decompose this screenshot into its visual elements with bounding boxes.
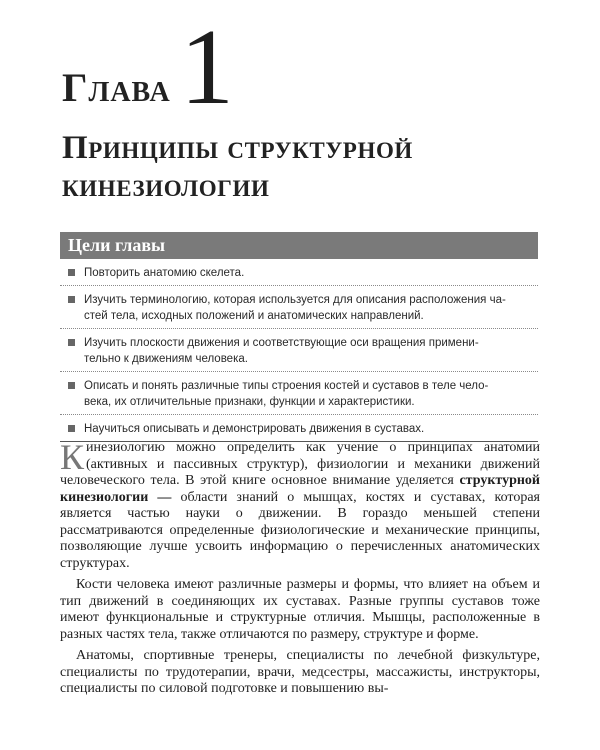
paragraph: Анатомы, спортивные тренеры, специалисты по лечебной физкультуре, специалисты по трудотерапии, врачи, медсестры, массажисты, инструкторы, специалисты по силовой подготовке и повышению вы- — [60, 648, 540, 696]
chapter-goals-box — [60, 232, 538, 448]
goal-text: Научиться описывать и демонстрировать движения в суставах. — [84, 423, 425, 435]
goal-item — [60, 292, 538, 329]
square-bullet-icon — [68, 296, 75, 303]
body-text — [60, 437, 540, 703]
chapter-heading — [62, 8, 462, 127]
goal-text: Изучить плоскости движения и соответствующие оси вращения примени- — [84, 337, 479, 349]
chapter-label: Глава — [62, 65, 171, 110]
goal-text: века, их отличительные признаки, функции и характеристики. — [84, 396, 415, 408]
goal-item — [60, 421, 538, 442]
paragraph-text: инезиологию можно определить как учение о принципах анатомии (активных и пассивных структур), физиологии и механики движений человеческого тела. В этой книге основное внимание уделяется — [60, 440, 540, 488]
chapter-title-line: кинезиологии — [62, 168, 270, 204]
goal-text: Описать и понять различные типы строения костей и суставов в теле чело- — [84, 380, 489, 392]
square-bullet-icon — [68, 339, 75, 346]
square-bullet-icon — [68, 382, 75, 389]
goal-item — [60, 265, 538, 286]
chapter-number: 1 — [180, 8, 234, 127]
paragraph-text: области знаний о мышцах, костях и суставах, которая является частью науки о движении. В гораздо меньшей степени рассматриваются определенные физиологические и механические принципы, позволяющие лучше усвоить информацию о перечисленных анатомических структурах. — [60, 489, 540, 571]
bold-term: структурной кинезиологии — — [60, 473, 540, 505]
chapter-goals-header: Цели главы — [60, 232, 538, 259]
goal-text: Повторить анатомию скелета. — [84, 267, 245, 279]
goal-item — [60, 378, 538, 415]
goal-text: Изучить терминологию, которая используется для описания расположения ча- — [84, 294, 506, 306]
chapter-title-line: Принципы структурной — [62, 130, 413, 166]
paragraph: Кости человека имеют различные размеры и формы, что влияет на объем и тип движений в соединяющих их суставах. Разные группы суставов тоже имеют функциональные и структурные отличия. Мышцы, расположенные в разных частях тела, также отличаются по размеру, структуре и форме. — [60, 577, 540, 642]
goal-text: стей тела, исходных положений и анатомических направлений. — [84, 310, 424, 322]
goal-item — [60, 335, 538, 372]
square-bullet-icon — [68, 269, 75, 276]
chapter-title — [62, 129, 532, 205]
goal-text: тельно к движениям человека. — [84, 353, 248, 365]
square-bullet-icon — [68, 425, 75, 432]
paragraph — [60, 437, 540, 572]
chapter-goals-list — [60, 265, 538, 442]
drop-cap: К — [60, 437, 85, 477]
